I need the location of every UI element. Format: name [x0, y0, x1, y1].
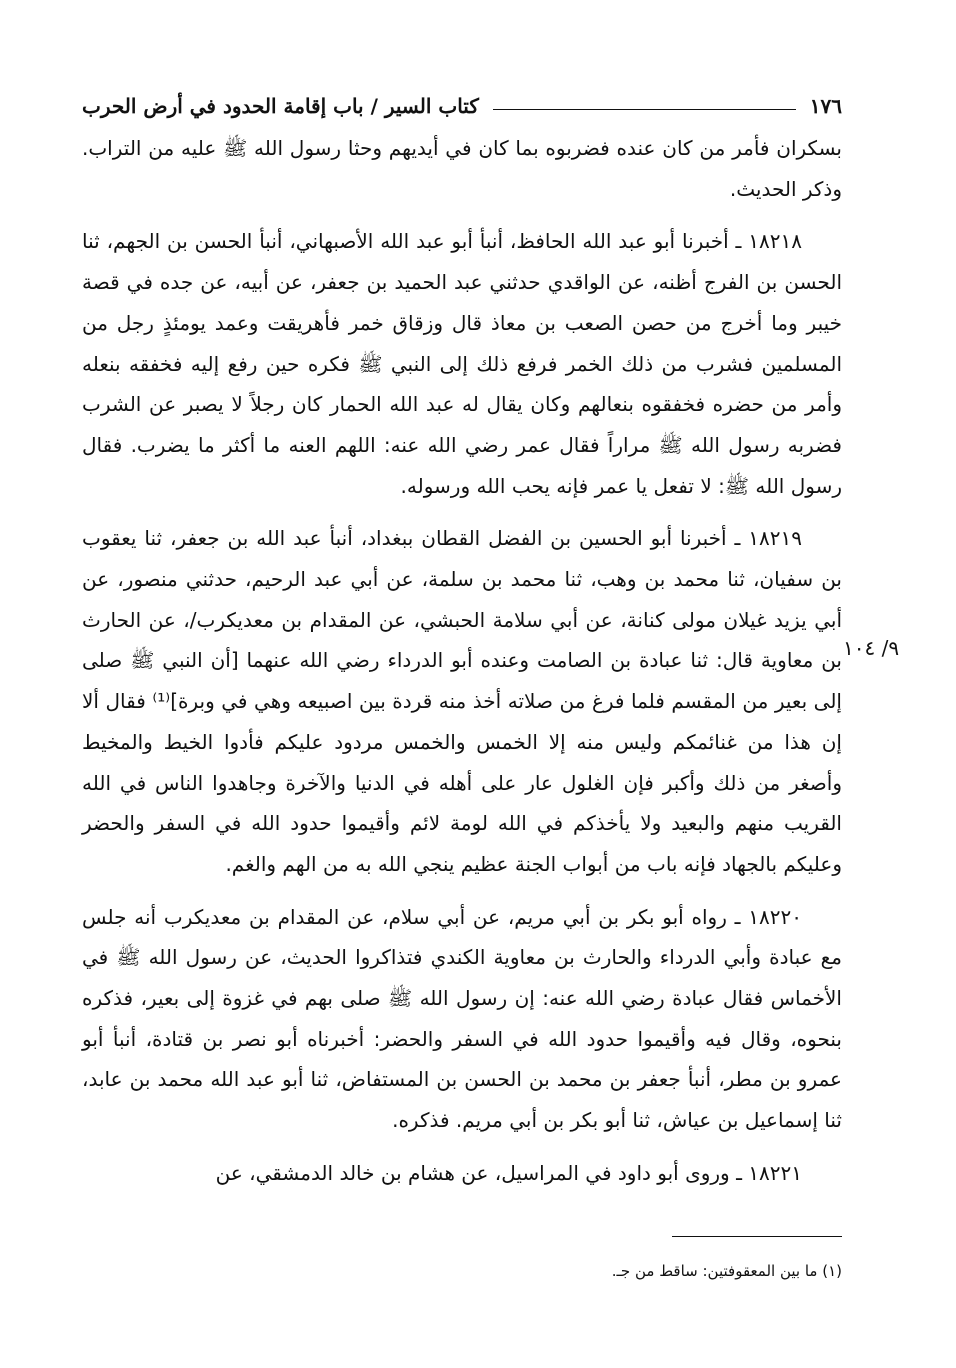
footnote: (١) ما بين المعقوفتين: ساقط من جـ. [611, 1262, 842, 1280]
page-number: ١٧٦ [809, 94, 842, 118]
main-text [82, 128, 842, 1206]
running-title: كتاب السير / باب إقامة الحدود في أرض الحرب [82, 94, 479, 118]
hadith-18220: ١٨٢٢٠ ـ رواه أبو بكر بن أبي مريم، عن أبي سلام، عن المقدام بن معديكرب أنه جلس مع عبادة وأبي الدرداء والحارث بن معاوية الكندي فتذاكروا الحديث، عن رسول الله ﷺ في الأخماس فقال عبادة رضي الله عنه: إن رسول الله ﷺ صلى بهم في غزوة إلى بعير، فذكره بنحوه، وقال فيه وأقيموا حدود الله في السفر والحضر: أخبرناه أبو نصر بن قتادة، أنبأ أبو عمرو بن مطر، أنبأ جعفر بن محمد بن الحسن بن المستفاض، ثنا أبو عبد الله محمد بن عابد، ثنا إسماعيل بن عياش، ثنا أبو بكر بن أبي مريم. فذكره. [82, 904, 842, 1133]
paragraph-continuation: بسكران فأمر من كان عنده فضربوه بما كان في أيديهم وحثا رسول الله ﷺ عليه من التراب. وذكر الحديث. [82, 136, 842, 201]
header-rule [493, 109, 796, 110]
hadith-18219: ١٨٢١٩ ـ أخبرنا أبو الحسين بن الفضل القطان ببغداد، أنبأ عبد الله بن جعفر، ثنا يعقوب بن سفيان، ثنا محمد بن وهب، ثنا محمد بن سلمة، عن أبي عبد الرحيم، حدثني منصور، عن أبي يزيد غيلان مولى كنانة، عن أبي سلامة الحبشي، عن المقدام بن معديكرب/، عن الحارث بن معاوية قال: ثنا عبادة بن الصامت وعنده أبو الدرداء رضي الله عنهما [أن النبي ﷺ صلى إلى بعير من المقسم فلما فرغ من صلاته أخذ منه قردة بين اصبيعه وهي في وبرة]⁽¹⁾ فقال ألا إن هذا من غنائمكم وليس منه إلا الخمس والخمس مردود عليكم فأدوا الخيط والمخيط وأصغر من ذلك وأكبر فإن الغلول عار على أهله في الدنيا والآخرة وجاهدوا الناس في الله القريب منهم والبعيد ولا يأخذكم في الله لومة لائم وأقيموا حدود الله في السفر والحضر وعليكم بالجهاد فإنه باب من أبواب الجنة عظيم ينجي الله به من الهم والغم. [82, 526, 842, 876]
margin-folio-note: ٩/ ١٠٤ [843, 636, 900, 660]
hadith-18218: ١٨٢١٨ ـ أخبرنا أبو عبد الله الحافظ، أنبأ أبو عبد الله الأصبهاني، أنبأ الحسن بن الجهم، ثنا الحسن بن الفرج أظنه، عن الواقدي حدثني عبد الحميد بن جعفر، عن أبيه، عن جده في قصة خيبر وما أخرج من حصن الصعب بن معاذ قال وزقاق خمر فأهريقت وعمد يومئذٍ رجل من المسلمين فشرب من ذلك الخمر فرفع ذلك إلى النبي ﷺ فكره حين رفع إليه فخفقه بنعله وأمر من حضره فخفقوه بنعالهم وكان يقال له عبد الله الحمار كان رجلاً لا يصبر عن الشرب فضربه رسول الله ﷺ مراراً فقال عمر رضي الله عنه: اللهم العنه ما أكثر ما يضرب. فقال رسول الله ﷺ: لا تفعل يا عمر فإنه يحب الله ورسوله. [82, 229, 842, 498]
hadith-18221: ١٨٢٢١ ـ وروى أبو داود في المراسيل، عن هشام بن خالد الدمشقي، عن [215, 1160, 802, 1185]
page-header [82, 84, 842, 118]
footnote-separator [672, 1236, 842, 1237]
